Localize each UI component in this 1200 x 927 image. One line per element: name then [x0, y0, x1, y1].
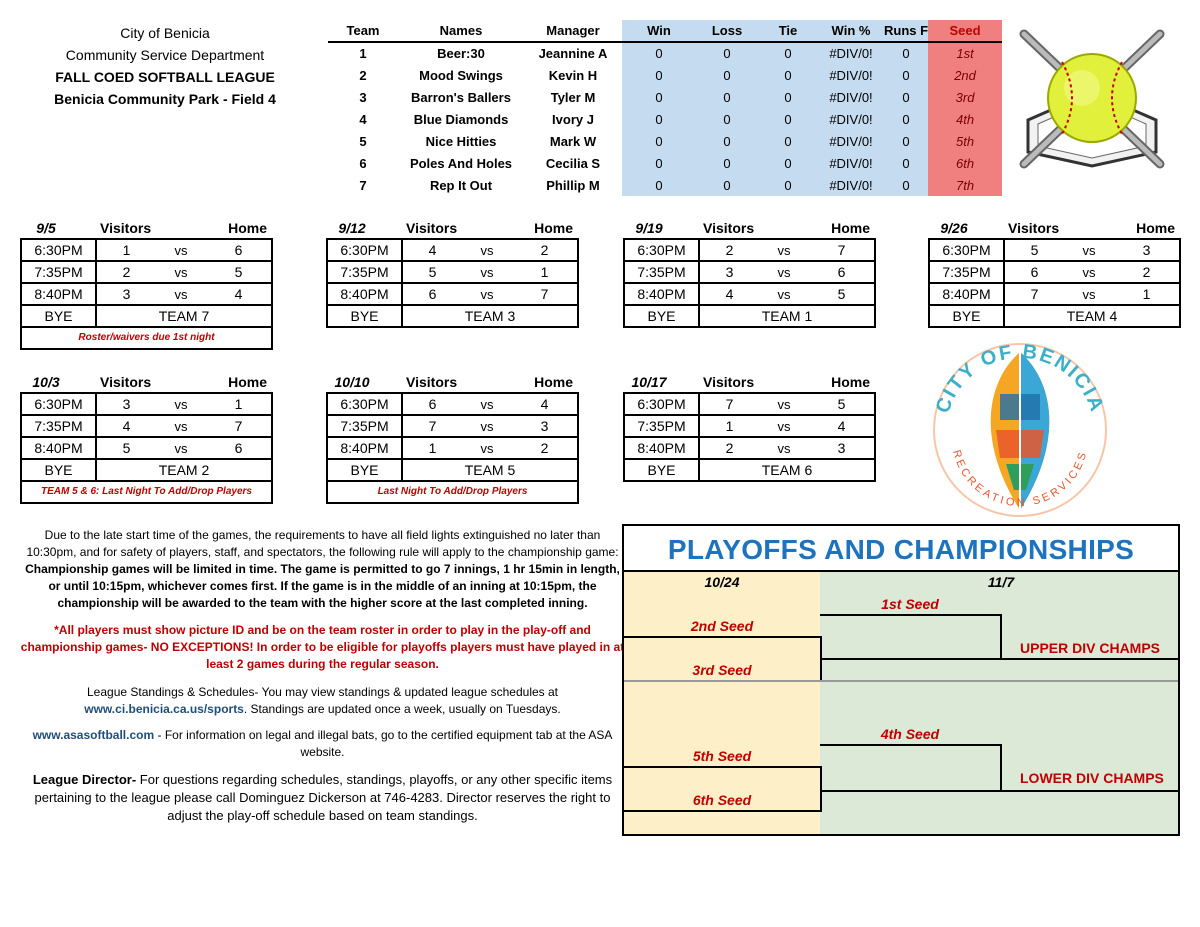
standings-cell-manager: Cecilia S [545, 155, 601, 171]
standings-cell-win: 0 [622, 174, 696, 196]
bye-label: BYE [929, 305, 1004, 327]
standings-cell-team: 6 [359, 155, 367, 171]
col-header-names: Names [398, 20, 524, 42]
bye-label: BYE [21, 305, 96, 327]
bracket-seed-5: 5th Seed [692, 748, 752, 764]
game-row [327, 261, 578, 283]
standings-cell-runs: 0 [884, 86, 928, 108]
game-row [624, 239, 875, 261]
playoffs-title: PLAYOFFS AND CHAMPIONSHIPS [624, 526, 1178, 572]
standings-cell-runs: 0 [884, 174, 928, 196]
visitors-label: Visitors [406, 220, 458, 236]
home-team: 6 [206, 239, 272, 261]
bye-team: TEAM 2 [96, 459, 272, 481]
standings-cell-tie: 0 [758, 64, 818, 86]
upper-div-champs: UPPER DIV CHAMPS [1020, 640, 1161, 656]
standings-cell-tie: 0 [758, 174, 818, 196]
week-date: 9/19 [635, 220, 663, 236]
week-games-table [20, 238, 273, 328]
visitors-label: Visitors [1008, 220, 1060, 236]
visitor-team: 7 [1004, 283, 1064, 305]
bye-team: TEAM 5 [402, 459, 578, 481]
game-time: 6:30PM [327, 393, 402, 415]
game-row [929, 239, 1180, 261]
visitor-team: 2 [699, 437, 759, 459]
home-team: 1 [512, 261, 578, 283]
standings-cell-loss: 0 [696, 64, 758, 86]
asa-info-text [20, 727, 625, 761]
standings-cell-seed: 7th [928, 174, 1002, 196]
game-time: 6:30PM [929, 239, 1004, 261]
visitor-team: 1 [699, 415, 759, 437]
home-team: 1 [1114, 283, 1180, 305]
week-schedule-10-3 [20, 374, 273, 497]
home-team: 4 [512, 393, 578, 415]
bracket-seed-4: 4th Seed [880, 726, 940, 742]
week-note: TEAM 5 & 6: Last Night To Add/Drop Players [20, 482, 273, 504]
round-1-date: 10/24 [704, 574, 740, 590]
week-note: Roster/waivers due 1st night [20, 328, 273, 350]
col-header-win: Win [622, 20, 696, 42]
week-schedule-9-5 [20, 220, 273, 343]
bye-team: TEAM 4 [1004, 305, 1180, 327]
visitor-team: 3 [96, 283, 156, 305]
home-team: 1 [206, 393, 272, 415]
visitor-team: 2 [96, 261, 156, 283]
visitor-team: 3 [699, 261, 759, 283]
standings-table [328, 20, 1002, 196]
game-row [21, 283, 272, 305]
home-team: 5 [809, 393, 875, 415]
standings-cell-win: 0 [622, 130, 696, 152]
visitor-team: 4 [699, 283, 759, 305]
week-games-table [623, 238, 876, 328]
standings-cell-manager: Tyler M [550, 89, 596, 105]
game-time: 8:40PM [327, 283, 402, 305]
visitor-team: 5 [1004, 239, 1064, 261]
bye-team: TEAM 6 [699, 459, 875, 481]
standings-cell-loss: 0 [696, 174, 758, 196]
game-time: 8:40PM [327, 437, 402, 459]
game-row [929, 261, 1180, 283]
home-team: 4 [206, 283, 272, 305]
standings-cell-tie: 0 [758, 108, 818, 130]
vs-label: vs [156, 437, 206, 459]
bracket-seed-1: 1st Seed [881, 596, 939, 612]
visitors-label: Visitors [703, 374, 755, 390]
sports-website-link[interactable]: www.ci.benicia.ca.us/sports [84, 702, 244, 716]
league-director-text [20, 771, 625, 825]
week-games-table [928, 238, 1181, 328]
city-of-benicia-logo [922, 334, 1118, 520]
standings-cell-team: 1 [359, 46, 367, 61]
game-row [624, 283, 875, 305]
week-header [623, 374, 876, 392]
softball-bats-icon [1010, 26, 1174, 172]
home-team: 4 [809, 415, 875, 437]
visitors-label: Visitors [703, 220, 755, 236]
standings-cell-name: Blue Diamonds [413, 111, 509, 127]
vs-label: vs [156, 283, 206, 305]
home-label: Home [534, 374, 573, 390]
round-2-date: 11/7 [987, 574, 1015, 590]
game-row [624, 393, 875, 415]
game-row [21, 393, 272, 415]
bye-row [327, 459, 578, 481]
week-date: 9/5 [36, 220, 56, 236]
col-header-manager: Manager [524, 20, 622, 42]
game-time: 8:40PM [929, 283, 1004, 305]
standings-cell-runs: 0 [884, 108, 928, 130]
game-time: 8:40PM [21, 283, 96, 305]
col-header-tie: Tie [758, 20, 818, 42]
standings-cell-team: 7 [359, 177, 367, 193]
bye-row [929, 305, 1180, 327]
vs-label: vs [156, 393, 206, 415]
game-row [624, 261, 875, 283]
standings-cell-seed: 6th [928, 152, 1002, 174]
standings-cell-win: 0 [622, 64, 696, 86]
logo-ring-bottom: RECREATION SERVICES [950, 448, 1090, 510]
vs-label: vs [759, 261, 809, 283]
home-label: Home [534, 220, 573, 236]
visitor-team: 6 [402, 283, 462, 305]
home-team: 2 [512, 437, 578, 459]
game-row [929, 283, 1180, 305]
playoffs-bracket [622, 524, 1180, 836]
week-games-table [326, 392, 579, 482]
visitor-team: 1 [96, 239, 156, 261]
bye-team: TEAM 1 [699, 305, 875, 327]
game-time: 8:40PM [624, 283, 699, 305]
standings-cell-loss: 0 [696, 108, 758, 130]
standings-info-outro: . Standings are updated once a week, usually on Tuesdays. [243, 702, 561, 716]
bye-label: BYE [624, 305, 699, 327]
standings-cell-seed: 1st [928, 42, 1002, 64]
home-team: 2 [512, 239, 578, 261]
visitor-team: 6 [402, 393, 462, 415]
field-location: Benicia Community Park - Field 4 [54, 91, 276, 107]
vs-label: vs [462, 415, 512, 437]
home-label: Home [228, 374, 267, 390]
bye-row [21, 305, 272, 327]
week-schedule-10-10 [326, 374, 579, 497]
game-row [21, 437, 272, 459]
bracket-seed-6: 6th Seed [692, 792, 752, 808]
bye-row [327, 305, 578, 327]
visitor-team: 4 [96, 415, 156, 437]
standings-cell-name: Nice Hitties [425, 133, 497, 149]
home-team: 3 [809, 437, 875, 459]
standings-cell-manager: Ivory J [552, 111, 594, 127]
championship-rule-text [20, 527, 625, 612]
league-director-label: League Director- [32, 772, 137, 787]
standings-cell-runs: 0 [884, 130, 928, 152]
standings-cell-win: 0 [622, 42, 696, 64]
week-date: 10/17 [631, 374, 667, 390]
standings-cell-manager: Kevin H [548, 67, 598, 83]
week-date: 9/12 [338, 220, 366, 236]
bye-row [624, 459, 875, 481]
visitor-team: 7 [402, 415, 462, 437]
standings-cell-team: 4 [359, 111, 367, 127]
standings-cell-seed: 2nd [928, 64, 1002, 86]
home-label: Home [831, 220, 870, 236]
col-header-win-pct: Win % [818, 20, 884, 42]
game-time: 8:40PM [624, 437, 699, 459]
game-row [327, 415, 578, 437]
home-label: Home [831, 374, 870, 390]
game-time: 7:35PM [929, 261, 1004, 283]
standings-cell-seed: 4th [928, 108, 1002, 130]
standings-cell-manager: Mark W [549, 133, 597, 149]
visitor-team: 5 [402, 261, 462, 283]
game-row [327, 283, 578, 305]
standings-cell-loss: 0 [696, 152, 758, 174]
vs-label: vs [156, 261, 206, 283]
standings-cell-win: 0 [622, 108, 696, 130]
vs-label: vs [462, 283, 512, 305]
standings-cell-seed: 3rd [928, 86, 1002, 108]
bye-label: BYE [21, 459, 96, 481]
standings-cell-pct: #DIV/0! [818, 42, 884, 64]
vs-label: vs [759, 393, 809, 415]
home-team: 3 [1114, 239, 1180, 261]
week-note: Last Night To Add/Drop Players [326, 482, 579, 504]
standings-info-intro: League Standings & Schedules- You may view standings & updated league schedules at [87, 685, 558, 699]
standings-cell-manager: Jeannine A [538, 46, 608, 61]
standings-cell-loss: 0 [696, 86, 758, 108]
vs-label: vs [462, 261, 512, 283]
week-games-table [623, 392, 876, 482]
standings-row [328, 130, 1002, 152]
bracket-seed-2: 2nd Seed [690, 618, 754, 634]
col-header-team: Team [328, 20, 398, 42]
week-games-table [20, 392, 273, 482]
city-name: City of Benicia [120, 25, 210, 41]
game-row [21, 261, 272, 283]
bye-label: BYE [624, 459, 699, 481]
week-header [326, 374, 579, 392]
standings-cell-name: Barron's Ballers [411, 89, 511, 105]
standings-cell-team: 5 [359, 133, 367, 149]
vs-label: vs [759, 437, 809, 459]
vs-label: vs [759, 283, 809, 305]
visitor-team: 4 [402, 239, 462, 261]
game-row [327, 437, 578, 459]
game-row [327, 239, 578, 261]
standings-row [328, 42, 1002, 64]
bracket-seed-3: 3rd Seed [692, 662, 752, 678]
standings-info-text [20, 684, 625, 718]
visitor-team: 1 [402, 437, 462, 459]
visitor-team: 2 [699, 239, 759, 261]
game-time: 6:30PM [624, 393, 699, 415]
rule-detail: Championship games will be limited in time. The game is permitted to go 7 innings, 1 hr 15min in length, or until 10:15pm, whichever comes first. If the game is in the middle of an inning at 10:15pm, the championship will be awarded to the team with the higher score at the last completed inning. [25, 562, 620, 610]
game-time: 7:35PM [327, 415, 402, 437]
game-row [624, 437, 875, 459]
league-header [20, 22, 310, 110]
standings-row [328, 86, 1002, 108]
bye-team: TEAM 3 [402, 305, 578, 327]
game-time: 6:30PM [21, 393, 96, 415]
home-team: 3 [512, 415, 578, 437]
week-schedule-9-26 [928, 220, 1181, 330]
week-schedule-9-19 [623, 220, 876, 330]
visitor-team: 3 [96, 393, 156, 415]
standings-cell-loss: 0 [696, 130, 758, 152]
home-team: 7 [809, 239, 875, 261]
week-date: 10/3 [32, 374, 60, 390]
standings-cell-name: Poles And Holes [409, 155, 513, 171]
game-time: 8:40PM [21, 437, 96, 459]
visitor-team: 7 [699, 393, 759, 415]
home-team: 5 [809, 283, 875, 305]
department-name: Community Service Department [65, 47, 265, 63]
game-row [624, 415, 875, 437]
standings-cell-manager: Phillip M [546, 177, 600, 193]
vs-label: vs [1064, 261, 1114, 283]
standings-cell-seed: 5th [928, 130, 1002, 152]
asa-website-link[interactable]: www.asasoftball.com [32, 728, 155, 742]
home-team: 7 [206, 415, 272, 437]
game-time: 6:30PM [624, 239, 699, 261]
week-schedule-9-12 [326, 220, 579, 330]
vs-label: vs [759, 415, 809, 437]
vs-label: vs [1064, 239, 1114, 261]
week-date: 9/26 [940, 220, 968, 236]
game-row [21, 239, 272, 261]
visitors-label: Visitors [100, 374, 152, 390]
game-time: 7:35PM [327, 261, 402, 283]
standings-cell-tie: 0 [758, 42, 818, 64]
visitors-label: Visitors [100, 220, 152, 236]
eligibility-text: *All players must show picture ID and be on the team roster in order to play in the play-off and championship games- NO EXCEPTIONS! In order to be eligible for playoffs players must have played in at least 2 games during the regular season. [20, 623, 625, 671]
standings-cell-tie: 0 [758, 130, 818, 152]
standings-cell-pct: #DIV/0! [818, 130, 884, 152]
standings-cell-win: 0 [622, 152, 696, 174]
vs-label: vs [759, 239, 809, 261]
home-team: 2 [1114, 261, 1180, 283]
standings-cell-runs: 0 [884, 42, 928, 64]
league-name: FALL COED SOFTBALL LEAGUE [55, 69, 275, 85]
standings-cell-runs: 0 [884, 152, 928, 174]
standings-cell-runs: 0 [884, 64, 928, 86]
standings-cell-name: Rep It Out [429, 177, 493, 193]
home-team: 6 [206, 437, 272, 459]
game-row [327, 393, 578, 415]
home-team: 7 [512, 283, 578, 305]
standings-cell-pct: #DIV/0! [818, 86, 884, 108]
home-team: 6 [809, 261, 875, 283]
bye-label: BYE [327, 459, 402, 481]
home-label: Home [228, 220, 267, 236]
standings-cell-tie: 0 [758, 86, 818, 108]
week-header [326, 220, 579, 238]
standings-cell-team: 3 [359, 89, 367, 105]
standings-row [328, 174, 1002, 196]
vs-label: vs [1064, 283, 1114, 305]
standings-row [328, 108, 1002, 130]
week-date: 10/10 [334, 374, 370, 390]
visitors-label: Visitors [406, 374, 458, 390]
col-header-seed: Seed [928, 20, 1002, 42]
vs-label: vs [462, 437, 512, 459]
week-header [20, 374, 273, 392]
vs-label: vs [462, 393, 512, 415]
game-time: 7:35PM [21, 415, 96, 437]
standings-cell-loss: 0 [696, 42, 758, 64]
bye-label: BYE [327, 305, 402, 327]
bye-row [624, 305, 875, 327]
standings-cell-team: 2 [359, 67, 367, 83]
standings-row [328, 152, 1002, 174]
standings-cell-tie: 0 [758, 152, 818, 174]
standings-row [328, 64, 1002, 86]
standings-cell-pct: #DIV/0! [818, 152, 884, 174]
game-row [21, 415, 272, 437]
col-header-loss: Loss [696, 20, 758, 42]
bye-team: TEAM 7 [96, 305, 272, 327]
game-time: 6:30PM [21, 239, 96, 261]
col-header-runs-for: Runs F [884, 20, 928, 42]
game-time: 7:35PM [21, 261, 96, 283]
week-header [928, 220, 1181, 238]
game-time: 7:35PM [624, 415, 699, 437]
asa-info-detail: - For information on legal and illegal bats, go to the certified equipment tab at the ASA website. [154, 728, 613, 759]
game-time: 7:35PM [624, 261, 699, 283]
vs-label: vs [156, 415, 206, 437]
standings-cell-name: Mood Swings [419, 67, 503, 83]
standings-cell-name: Beer:30 [437, 46, 485, 61]
league-director-detail: For questions regarding schedules, standings, playoffs, or any other specific items pertaining to the league please call Dominguez Dickerson at 746-4283. Director reserves the right to adjust the play-off schedule based on team standings. [34, 772, 613, 823]
week-schedule-10-17 [623, 374, 876, 484]
home-team: 5 [206, 261, 272, 283]
logo-ring-top: CITY OF BENICIA [931, 340, 1109, 416]
vs-label: vs [462, 239, 512, 261]
week-header [20, 220, 273, 238]
game-time: 6:30PM [327, 239, 402, 261]
week-games-table [326, 238, 579, 328]
visitor-team: 5 [96, 437, 156, 459]
lower-div-champs: LOWER DIV CHAMPS [1020, 770, 1164, 786]
standings-cell-pct: #DIV/0! [818, 64, 884, 86]
visitor-team: 6 [1004, 261, 1064, 283]
standings-cell-pct: #DIV/0! [818, 174, 884, 196]
home-label: Home [1136, 220, 1175, 236]
standings-cell-pct: #DIV/0! [818, 108, 884, 130]
vs-label: vs [156, 239, 206, 261]
bye-row [21, 459, 272, 481]
rule-intro: Due to the late start time of the games, the requirements to have all field lights extinguished no later than 10:30pm, and for safety of players, staff, and spectators, the following rule will apply to the championship game: [26, 528, 619, 559]
week-header [623, 220, 876, 238]
standings-cell-win: 0 [622, 86, 696, 108]
